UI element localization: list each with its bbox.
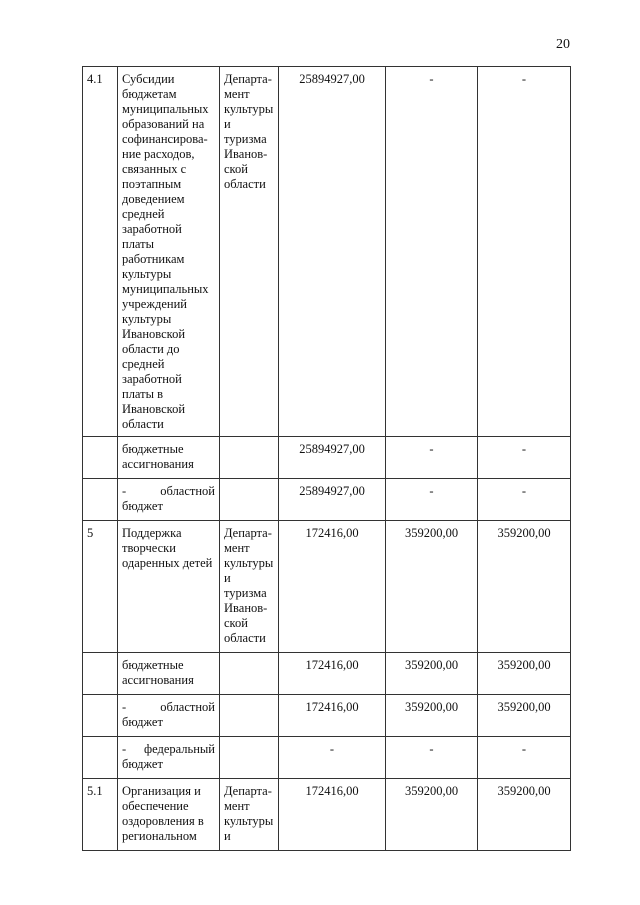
measure-name-last: бюджет — [122, 757, 163, 771]
table-row — [83, 67, 571, 437]
value-year-3: - — [478, 737, 571, 779]
value-year-1: 172416,00 — [279, 653, 386, 695]
table-row — [83, 653, 571, 695]
measure-name-last: бюджет — [122, 499, 163, 513]
executor — [220, 437, 279, 479]
value-year-3: 359200,00 — [478, 695, 571, 737]
value-year-3: - — [478, 67, 571, 437]
value-year-1: 25894927,00 — [279, 437, 386, 479]
executor — [220, 653, 279, 695]
table-row — [83, 779, 571, 851]
table-row — [83, 479, 571, 521]
value-year-3: - — [478, 479, 571, 521]
value-year-3: - — [478, 437, 571, 479]
value-year-2: 359200,00 — [386, 695, 478, 737]
value-year-3: 359200,00 — [478, 521, 571, 653]
table-row — [83, 521, 571, 653]
value-year-2: - — [386, 737, 478, 779]
executor — [220, 479, 279, 521]
executor — [220, 695, 279, 737]
measure-name: бюджетные ассигнования — [118, 653, 220, 695]
measure-name-first: - федеральный — [122, 742, 215, 756]
value-year-1: 172416,00 — [279, 521, 386, 653]
row-number — [83, 437, 118, 479]
measure-name-first: - областной — [122, 700, 215, 714]
row-number — [83, 653, 118, 695]
measure-name: Субсидии бюджетам муниципальных образований на софинансирова-ние расходов, связанных с поэтапным доведением средней заработной платы работникам культуры муниципальных учреждений культуры Ивановской области до средней заработной платы в Ивановской области — [118, 67, 220, 437]
measure-name: Поддержка творчески одаренных детей — [118, 521, 220, 653]
measure-name: бюджетные ассигнования — [118, 437, 220, 479]
value-year-2: 359200,00 — [386, 779, 478, 851]
row-number — [83, 479, 118, 521]
executor: Департа-мент культуры и туризма Иванов-ской области — [220, 67, 279, 437]
measure-name — [118, 695, 220, 737]
value-year-1: - — [279, 737, 386, 779]
executor — [220, 737, 279, 779]
measure-name — [118, 737, 220, 779]
row-number: 5.1 — [83, 779, 118, 851]
value-year-1: 172416,00 — [279, 695, 386, 737]
value-year-3: 359200,00 — [478, 653, 571, 695]
executor: Департа-мент культуры и туризма Иванов-ской области — [220, 521, 279, 653]
value-year-2: - — [386, 67, 478, 437]
value-year-2: - — [386, 437, 478, 479]
value-year-2: - — [386, 479, 478, 521]
value-year-1: 25894927,00 — [279, 67, 386, 437]
executor: Департа-мент культуры и — [220, 779, 279, 851]
row-number: 5 — [83, 521, 118, 653]
value-year-1: 25894927,00 — [279, 479, 386, 521]
row-number — [83, 737, 118, 779]
measure-name — [118, 479, 220, 521]
value-year-2: 359200,00 — [386, 653, 478, 695]
row-number — [83, 695, 118, 737]
table-row — [83, 695, 571, 737]
measure-name: Организация и обеспечение оздоровления в региональном — [118, 779, 220, 851]
table-row — [83, 737, 571, 779]
value-year-1: 172416,00 — [279, 779, 386, 851]
row-number: 4.1 — [83, 67, 118, 437]
value-year-3: 359200,00 — [478, 779, 571, 851]
table-row — [83, 437, 571, 479]
page-number: 20 — [556, 37, 570, 52]
budget-table — [82, 66, 571, 851]
measure-name-last: бюджет — [122, 715, 163, 729]
value-year-2: 359200,00 — [386, 521, 478, 653]
measure-name-first: - областной — [122, 484, 215, 498]
